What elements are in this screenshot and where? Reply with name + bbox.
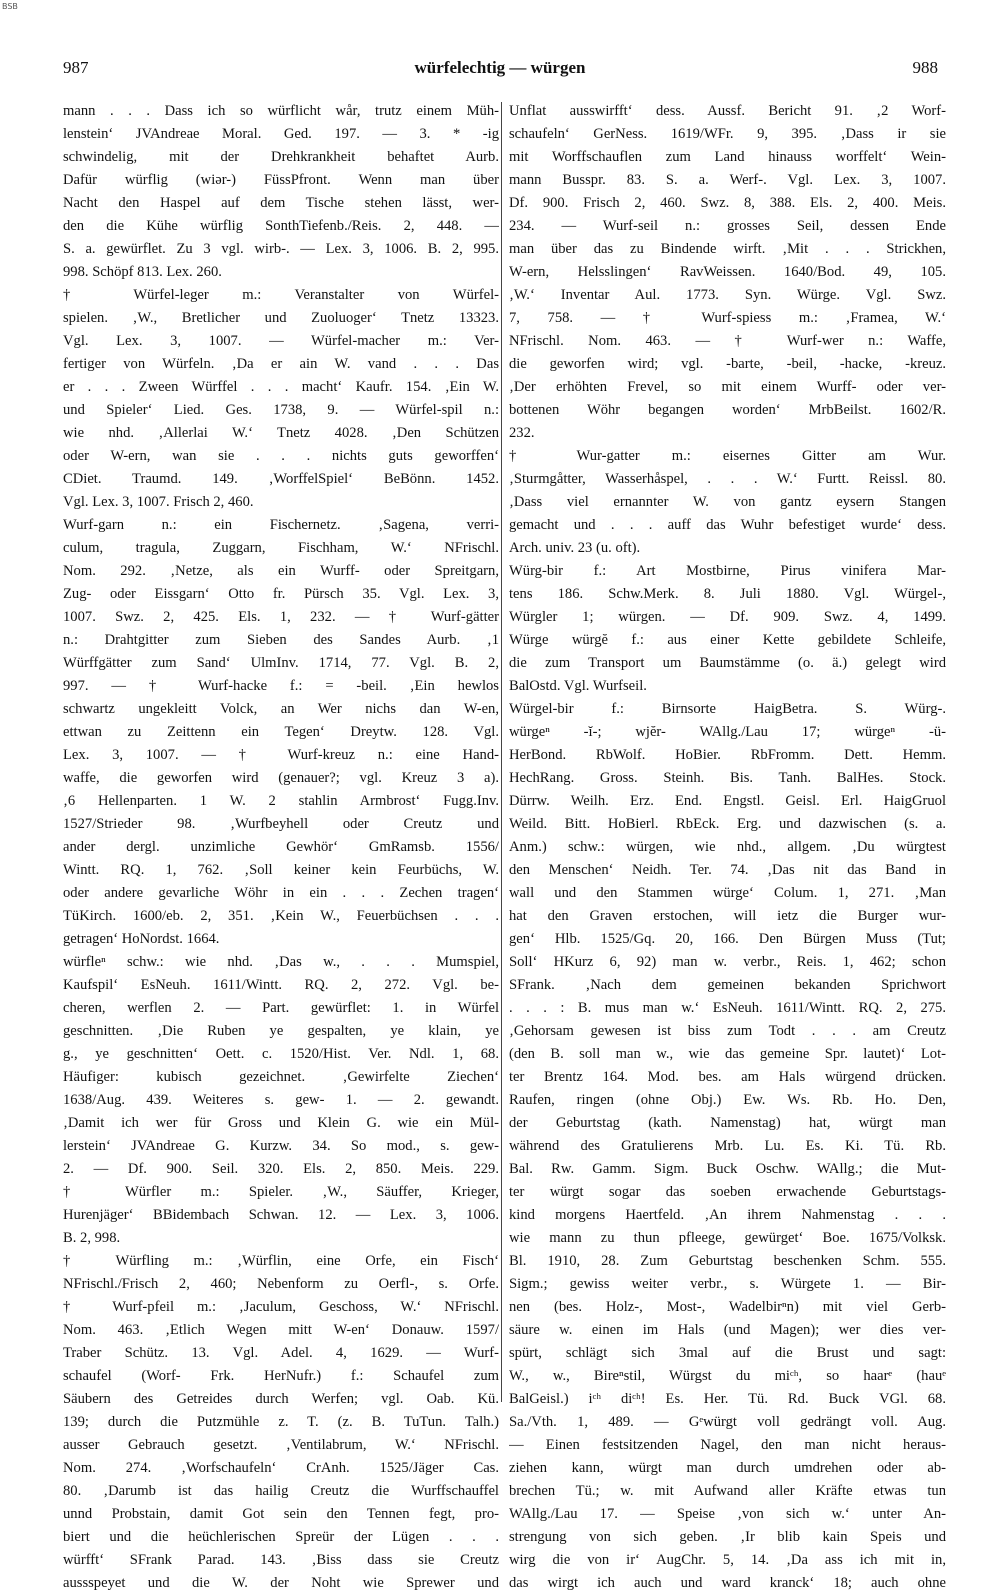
text-line: ettwan zu Zeittenn ein Tegen‘ Dreytw. 128. Vgl. — [63, 724, 499, 740]
text-line: Anm.) schw.: würgen, wie nhd., allgem. ‚Du würgtest — [509, 839, 946, 855]
text-line: HechRang. Gross. Steinh. Bis. Tanh. BalHes. Stock. — [509, 770, 946, 786]
text-line: 1527/Strieder 98. ‚Wurfbeyhell oder Creutz und — [63, 816, 499, 832]
text-line: Wintt. RQ. 1, 762. ‚Soll keiner kein Feurbüchs, W. — [63, 862, 499, 878]
text-line: wirg die von ir‘ AugChr. 5, 14. ‚Da ass ich mit in, — [509, 1552, 946, 1568]
text-line: B. 2, 998. — [63, 1230, 121, 1246]
text-line: 232. — [509, 425, 535, 441]
text-line: 7, 758. — † Wurf-spiess m.: ‚Framea, W.‘ — [509, 310, 946, 326]
left-column — [63, 100, 499, 1595]
text-line: wie mann zu thun pfleege, gewürget‘ Boe. 1675/Volksk. — [509, 1230, 946, 1246]
text-line: den die Kühe würflig SonthTiefenb./Reis. 2, 448. — — [63, 218, 499, 234]
text-line: würfft‘ SFrank Parad. 143. ‚Biss dass sie Creutz — [63, 1552, 499, 1568]
text-line: Würffgätter zum Sand‘ UlmInv. 1714, 77. Vgl. B. 2, — [63, 655, 499, 671]
text-line: nen (bes. Holz-, Most-, Wadelbirⁿn) mit viel Gerb- — [509, 1299, 946, 1315]
text-line: würgeⁿ -ĭ-; wjĕr- WAllg./Lau 17; würgeⁿ -ü- — [509, 724, 946, 740]
text-line: Häufiger: kubisch gezeichnet. ‚Gewirfelte Ziechen‘ — [63, 1069, 499, 1085]
text-line: Würgel-bir f.: Birnsorte HaigBetra. S. Würg-. — [509, 701, 946, 717]
text-line: HerBond. RbWolf. HoBier. RbFromm. Dett. Hemm. — [509, 747, 946, 763]
right-column — [509, 100, 946, 1595]
text-line: mann Busspr. 83. S. a. Werf-. Vgl. Lex. 3, 1007. — [509, 172, 946, 188]
text-line: die zum Transport um Baumstämme (o. ä.) gelegt wird — [509, 655, 946, 671]
text-line: 997. — † Wurf-hacke f.: = -beil. ‚Ein hewlos — [63, 678, 499, 694]
text-line: Bl. 1910, 28. Zum Geburtstag beschenken Schm. 555. — [509, 1253, 946, 1269]
text-line: man über das zu Bindende wirft. ‚Mit . . . Strickhen, — [509, 241, 946, 257]
text-line: schaufeln‘ GerNess. 1619/WFr. 9, 395. ‚Dass ir sie — [509, 126, 946, 142]
text-line: wall und den Stammen würge‘ Colum. 1, 271. ‚Man — [509, 885, 946, 901]
text-line: Wurf-garn n.: ein Fischernetz. ‚Sagena, verri- — [63, 517, 499, 533]
text-line: Soll‘ HKurz 6, 92) man w. verbr., Reis. 1, 462; schon — [509, 954, 946, 970]
text-line: Zug- oder Eissgarn‘ Otto fr. Pürsch 35. Vgl. Lex. 3, — [63, 586, 499, 602]
text-line: 80. ‚Darumb ist das hailig Creutz die Wurffschauffel — [63, 1483, 499, 1499]
text-line: NFrischl./Frisch 2, 460; Nebenform zu Oerfl-, s. Orfe. — [63, 1276, 499, 1292]
text-line: 1007. Swz. 2, 425. Els. 1, 232. — † Wurf-gätter — [63, 609, 499, 625]
text-line: ter Brentz 164. Mod. bes. am Hals würgend drücken. — [509, 1069, 946, 1085]
text-line: BalGeisl.) iᶜʰ diᶜʰ! Es. Her. Tü. Rd. Buck VGl. 68. — [509, 1391, 946, 1407]
text-line: 234. — Wurf-seil n.: grosses Seil, dessen Ende — [509, 218, 946, 234]
text-line: 1638/Aug. 439. Weiteres s. gew- 1. — 2. gewandt. — [63, 1092, 499, 1108]
text-line: spürt, schlägt sich 3mal auf die Brust und sagt: — [509, 1345, 946, 1361]
text-line: Sigm.; gewiss weiter verbr., s. Würgete 1. — Bir- — [509, 1276, 946, 1292]
text-line: 998. Schöpf 813. Lex. 260. — [63, 264, 222, 280]
text-line: er . . . Zween Würffel . . . macht‘ Kaufr. 154. ‚Ein W. — [63, 379, 499, 395]
text-line: BalOstd. Vgl. Wurfseil. — [509, 678, 647, 694]
text-line: Weild. Bitt. HoBierl. RbEck. Erg. und dazwischen (s. a. — [509, 816, 946, 832]
text-line: . . . : B. mus man w.‘ EsNeuh. 1611/Wintt. RQ. 2, 275. — [509, 1000, 946, 1016]
running-head: würfelechtig — würgen — [414, 58, 586, 77]
text-line: ander dergl. unzimliche Gewhör‘ GmRamsb. 1556/ — [63, 839, 499, 855]
text-line: brechen Tü.; w. mit Aufwand aller Kräfte etwas tun — [509, 1483, 946, 1499]
text-line: NFrischl. Nom. 463. — † Wurf-wer n.: Waffe, — [509, 333, 946, 349]
text-line: Arch. univ. 23 (u. oft). — [509, 540, 641, 556]
text-line: Würgler 1; würgen. — Df. 909. Swz. 4, 1499. — [509, 609, 946, 625]
text-line: Vgl. Lex. 3, 1007. Frisch 2, 460. — [63, 494, 254, 510]
text-line: WAllg./Lau 17. — Speise ‚von sich w.‘ unter An- — [509, 1506, 946, 1522]
text-line: schwartz ungekleitt Volck, an Wer nichs dan W-en, — [63, 701, 499, 717]
text-line: ziehen kann, würgt man durch umdrehen oder ab- — [509, 1460, 946, 1476]
page-number-left: 987 — [63, 58, 89, 77]
text-line: SFrank. ‚Nach dem gemeinen bekanden Sprichwort — [509, 977, 946, 993]
text-line: während des Gratulierens Mrb. Lu. Es. Ki. Tü. Rb. — [509, 1138, 946, 1154]
text-line: CDiet. Traumd. 149. ‚WorffelSpiel‘ BeBönn. 1452. — [63, 471, 499, 487]
column-divider — [501, 102, 502, 1402]
text-line: bottenen Wöhr begangen worden‘ MrbBeilst. 1602/R. — [509, 402, 946, 418]
text-line: Hurenjäger‘ BBidembach Schwan. 12. — Lex. 3, 1006. — [63, 1207, 499, 1223]
text-line: 2. — Df. 900. Seil. 320. Els. 2, 850. Meis. 229. — [63, 1161, 499, 1177]
text-line: fertiger von Würfeln. ‚Da er ain W. vand . . . Das — [63, 356, 499, 372]
text-line: hat den Graven erstochen, will ietz die Burger wur- — [509, 908, 946, 924]
text-line: mann . . . Dass ich so würflicht wår, trutz einem Müh- — [63, 103, 499, 119]
text-line: Dürrw. Weilh. Erz. End. Engstl. Geisl. Erl. HaigGruol — [509, 793, 946, 809]
text-line: † Würfler m.: Spieler. ‚W., Säuffer, Krieger, — [63, 1184, 499, 1200]
text-line: Dafür würflig (wiər-) FüssPfront. Wenn man über — [63, 172, 499, 188]
text-line: würfleⁿ schw.: wie nhd. ‚Das w., . . . Mumspiel, — [63, 954, 499, 970]
text-line: Unflat ausswirfft‘ dess. Aussf. Bericht 91. ‚2 Worf- — [509, 103, 946, 119]
text-line: schwindelig, mit der Drehkrankheit behaftet Aurb. — [63, 149, 499, 165]
text-line: ‚Sturmgåtter, Wasserhåspel, . . . W.‘ Furtt. Reissl. 80. — [509, 471, 946, 487]
text-line: S. a. gewürflet. Zu 3 vgl. wirb-. — Lex. 3, 1006. B. 2, 995. — [63, 241, 499, 257]
text-line: kind morgens Haertfeld. ‚An ihrem Nahmenstag . . . — [509, 1207, 946, 1223]
text-line: (den B. soll man w., wie das gemeine Spr. lautet)‘ Lot- — [509, 1046, 946, 1062]
text-line: oder W-ern, wan sie . . . nichts guts geworffen‘ — [63, 448, 499, 464]
text-line: ‚Der erhöhten Frevel, so mit einem Wurff- oder ver- — [509, 379, 946, 395]
text-line: Nacht den Haspel auf dem Tische stehen lässt, wer- — [63, 195, 499, 211]
text-line: Nom. 292. ‚Netze, als ein Wurff- oder Spreitgarn, — [63, 563, 499, 579]
text-line: Sa./Vth. 1, 489. — Gᵉwürgt voll gedrängt voll. Aug. — [509, 1414, 946, 1430]
text-line: Lex. 3, 1007. — † Wurf-kreuz n.: eine Hand- — [63, 747, 499, 763]
text-line: ‚6 Hellenparten. 1 W. 2 stahlin Armbrost‘ Fugg.Inv. — [63, 793, 499, 809]
text-line: unnd Probstain, damit Got sein den Tennen fegt, pro- — [63, 1506, 499, 1522]
text-line: Säubern des Getreides durch Werfen; vgl. Oab. Kü. — [63, 1391, 499, 1407]
text-line: und Spieler‘ Lied. Ges. 1738, 9. — Würfel-spil n.: — [63, 402, 499, 418]
text-line: ‚Gehorsam gewesen ist biss zum Todt . . . am Creutz — [509, 1023, 946, 1039]
text-line: den Menschen‘ Neidh. Ter. 74. ‚Das nit das Band in — [509, 862, 946, 878]
text-line: Bal. Rw. Gamm. Sigm. Buck Oschw. WAllg.; die Mut- — [509, 1161, 946, 1177]
text-line: Würg-bir f.: Art Mostbirne, Pirus vinifera Mar- — [509, 563, 946, 579]
text-line: Vgl. Lex. 3, 1007. — Würfel-macher m.: Ver- — [63, 333, 499, 349]
text-line: mit Worffschauflen zum Land hinauss worffelt‘ Wein- — [509, 149, 946, 165]
text-line: Kaufspil‘ EsNeuh. 1611/Wintt. RQ. 2, 272. Vgl. be- — [63, 977, 499, 993]
text-line: n.: Drahtgitter zum Sieben des Sandes Aurb. ‚1 — [63, 632, 499, 648]
text-line: biert und die heüchlerischen Spreür der Lügen . . . — [63, 1529, 499, 1545]
text-line: säure w. einen im Hals (und Magen); wer dies ver- — [509, 1322, 946, 1338]
text-line: ‚Dass viel ernannter W. von gantz eysern Stangen — [509, 494, 946, 510]
page-number-right: 988 — [912, 58, 938, 77]
text-line: Nom. 463. ‚Etlich Wegen mitt W-en‘ Donauw. 1597/ — [63, 1322, 499, 1338]
text-line: geschnitten. ‚Die Ruben ye gespalten, ye klain, ye — [63, 1023, 499, 1039]
text-line: gen‘ Hlb. 1525/Gq. 20, 166. Den Bürgen Muss (Tut; — [509, 931, 946, 947]
text-line: tens 186. Schw.Merk. 8. Juli 1880. Vgl. Würgel-, — [509, 586, 946, 602]
text-line: wie nhd. ‚Allerlai W.‘ Tnetz 4028. ‚Den Schützen — [63, 425, 499, 441]
text-line: † Wur-gatter m.: eisernes Gitter am Wur. — [509, 448, 946, 464]
text-line: Würge würgĕ f.: aus einer Kette gebildete Schleife, — [509, 632, 946, 648]
text-line: die geworfen wird; vgl. -barte, -beil, -hacke, -kreuz. — [509, 356, 946, 372]
text-line: gemacht und . . . auff das Wuhr befestiget wurde‘ dess. — [509, 517, 946, 533]
text-line: W-ern, Helsslingen‘ RavWeissen. 1640/Bod. 49, 105. — [509, 264, 946, 280]
text-line: Raufen, ringen (ohne Obj.) Ew. Ws. Rb. Ho. Den, — [509, 1092, 946, 1108]
text-line: waffe, die geworfen wird (genauer?; vgl. Kreuz 3 a). — [63, 770, 499, 786]
text-line: 139; durch die Putzmühle z. T. (z. B. TuTun. Talh.) — [63, 1414, 499, 1430]
text-line: der Geburtstag (kath. Namenstag) hat, würgt man — [509, 1115, 946, 1131]
text-line: — Einen festsitzenden Nagel, den man nicht heraus- — [509, 1437, 946, 1453]
text-line: oder andere gevarliche Wöhr in ein . . . Zechen tragen‘ — [63, 885, 499, 901]
text-line: schaufel (Worf- Frk. HerNufr.) f.: Schaufel zum — [63, 1368, 499, 1384]
text-line: ter würgt sogar das soeben erwachende Geburtstags- — [509, 1184, 946, 1200]
text-line: lenstein‘ JVAndreae Moral. Ged. 197. — 3. * -ig — [63, 126, 499, 142]
text-line: culum, tragula, Zuggarn, Fischham, W.‘ NFrischl. — [63, 540, 499, 556]
text-line: aussspeyet und die W. der Noht wie Sprewer und — [63, 1575, 499, 1591]
text-line: ‚Damit ich wer für Gross und Klein G. wie ein Mül- — [63, 1115, 499, 1131]
text-line: † Wurf-pfeil m.: ‚Jaculum, Geschoss, W.‘ NFrischl. — [63, 1299, 499, 1315]
text-line: lerstein‘ JVAndreae G. Kurzw. 34. So mod., s. gew- — [63, 1138, 499, 1154]
text-line: ausser Gebrauch gesetzt. ‚Ventilabrum, W.‘ NFrischl. — [63, 1437, 499, 1453]
text-line: W., w., Bireⁿstil, Würgst du miᶜʰ, so haarᵉ (hauᵉ — [509, 1368, 946, 1384]
text-line: † Würfel-leger m.: Veranstalter von Würfel- — [63, 287, 499, 303]
text-line: Nom. 274. ‚Worfschaufeln‘ CrAnh. 1525/Jäger Cas. — [63, 1460, 499, 1476]
text-line: Df. 900. Frisch 2, 460. Swz. 8, 388. Els. 2, 400. Meis. — [509, 195, 946, 211]
text-line: strengung von sich geben. ‚Ir blib kain Speis und — [509, 1529, 946, 1545]
text-line: g., ye geschnitten‘ Oett. c. 1520/Hist. Ver. Ndl. 1, 68. — [63, 1046, 499, 1062]
text-line: spielen. ‚W., Bretlicher und Zuoluoger‘ Tnetz 13323. — [63, 310, 499, 326]
text-line: getragen‘ HoNordst. 1664. — [63, 931, 220, 947]
text-line: TüKirch. 1600/eb. 2, 351. ‚Kein W., Feuerbüchsen . . . — [63, 908, 499, 924]
text-line: ‚W.‘ Inventar Aul. 1773. Syn. Würge. Vgl. Swz. — [509, 287, 946, 303]
text-line: † Würfling m.: ‚Würflin, eine Orfe, ein Fisch‘ — [63, 1253, 499, 1269]
text-line: das wirgt ich auch und ward kranck‘ 18; auch ohne — [509, 1575, 946, 1591]
library-stamp: BSB — [2, 2, 18, 11]
text-line: Traber Schütz. 13. Vgl. Adel. 4, 1629. — Wurf- — [63, 1345, 499, 1361]
text-line: cheren, werflen 2. — Part. gewürflet: 1. in Würfel — [63, 1000, 499, 1016]
